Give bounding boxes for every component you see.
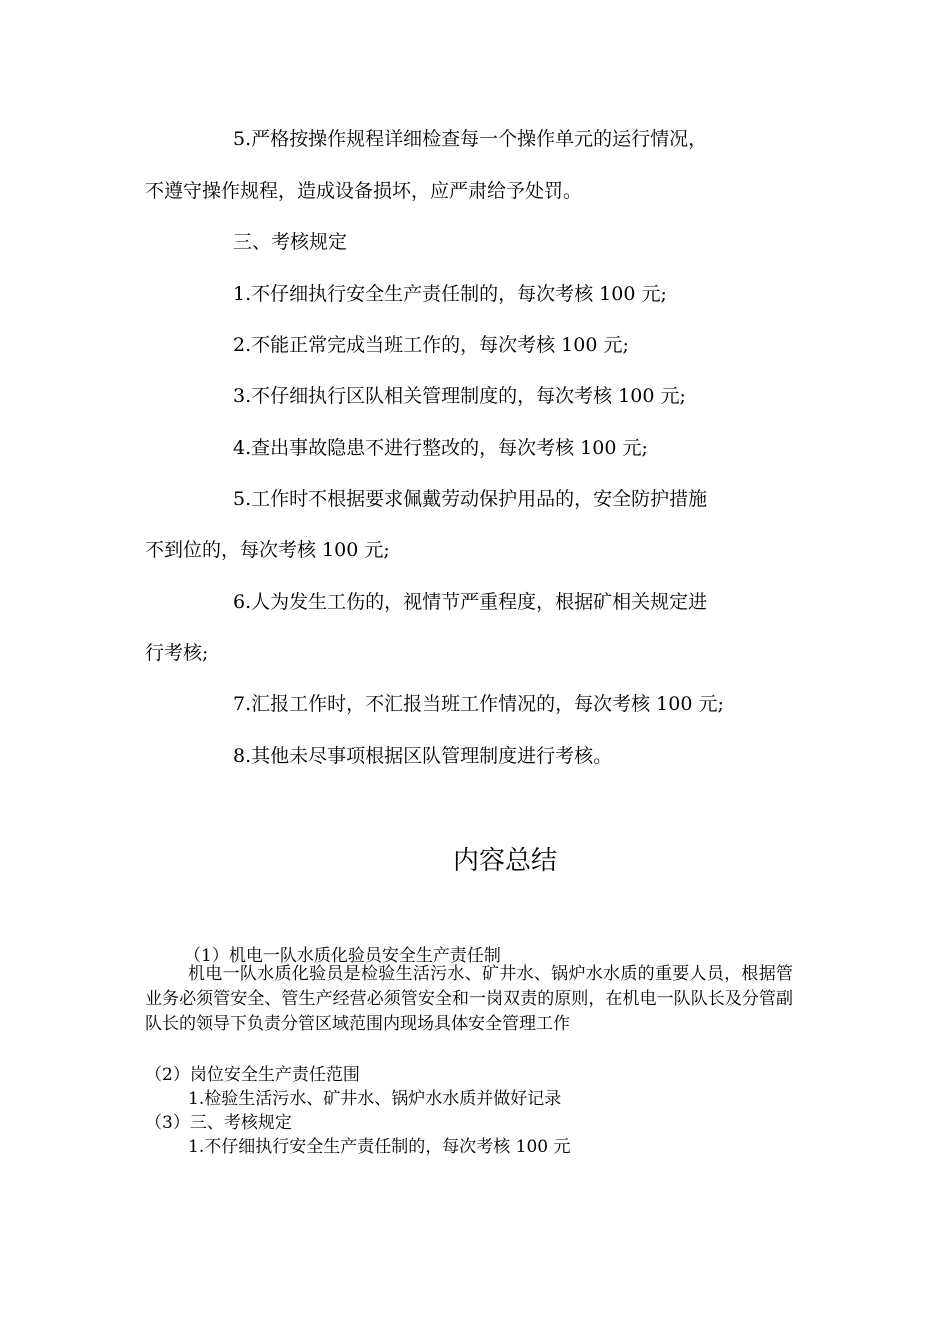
summary-item2-heading: （2）岗位安全生产责任范围 — [145, 1065, 360, 1085]
rule-6-line1: 6.人为发生工伤的，视情节严重程度，根据矿相关规定进 — [233, 591, 708, 613]
rule-5-line1: 5.工作时不根据要求佩戴劳动保护用品的，安全防护措施 — [233, 488, 708, 510]
summary-item1-heading: （1）机电一队水质化验员安全生产责任制 — [184, 946, 501, 966]
rule-2: 2.不能正常完成当班工作的，每次考核 100 元; — [233, 334, 629, 356]
summary-title: 内容总结 — [452, 846, 557, 876]
rule-6-line2: 行考核; — [145, 642, 209, 664]
rule-1: 1.不仔细执行安全生产责任制的，每次考核 100 元; — [233, 283, 667, 305]
rule-4: 4.查出事故隐患不进行整改的，每次考核 100 元; — [233, 437, 648, 459]
paragraph-5-line1: 5.严格按操作规程详细检查每一个操作单元的运行情况， — [233, 128, 708, 150]
rule-3: 3.不仔细执行区队相关管理制度的，每次考核 100 元; — [233, 385, 686, 407]
rule-5-line2: 不到位的，每次考核 100 元; — [145, 539, 390, 561]
rule-7: 7.汇报工作时，不汇报当班工作情况的，每次考核 100 元; — [233, 693, 724, 715]
summary-item2-body: 1.检验生活污水、矿井水、锅炉水水质并做好记录 — [188, 1089, 562, 1109]
section-heading-assessment: 三、考核规定 — [233, 231, 348, 253]
rule-8: 8.其他未尽事项根据区队管理制度进行考核。 — [233, 745, 613, 767]
summary-item3-body: 1.不仔细执行安全生产责任制的，每次考核 100 元 — [188, 1137, 571, 1157]
paragraph-5-line2: 不遵守操作规程，造成设备损坏，应严肃给予处罚。 — [145, 180, 583, 202]
summary-item1-body: 机电一队水质化验员是检验生活污水、矿井水、锅炉水水质的重要人员，根据管业务必须管安全、管生产经营必须管安全和一岗双责的原则，在机电一队队长及分管副队长的领导下负责分管区域范围内现场具体安全管理工作 — [145, 964, 793, 1034]
summary-item3-heading: （3）三、考核规定 — [145, 1113, 292, 1133]
